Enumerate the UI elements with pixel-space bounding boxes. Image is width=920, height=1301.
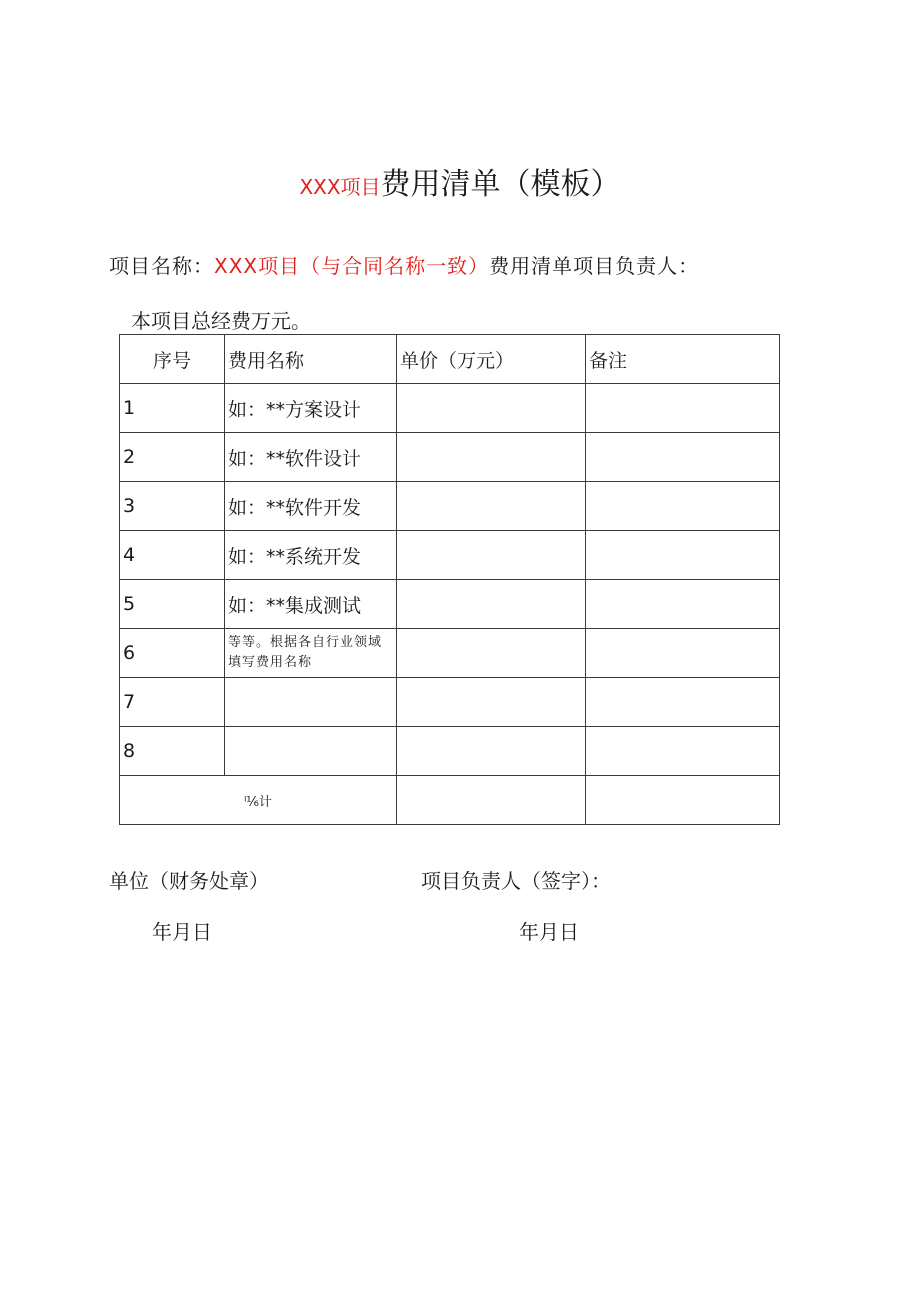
row-unit-price xyxy=(397,482,586,531)
row-unit-price xyxy=(397,433,586,482)
table-header-row xyxy=(120,335,780,384)
title-project-placeholder: XXX项目 xyxy=(299,175,381,199)
table-row xyxy=(120,678,780,727)
project-name-value: XXX项目（与合同名称一致） xyxy=(214,254,490,278)
document-title xyxy=(0,165,920,207)
row-seq: 5 xyxy=(120,580,225,629)
row-unit-price xyxy=(397,727,586,776)
table-row xyxy=(120,531,780,580)
total-note xyxy=(586,776,780,825)
table-row xyxy=(120,580,780,629)
row-note xyxy=(586,482,780,531)
row-seq: 7 xyxy=(120,678,225,727)
total-label: ˡ⅙计 xyxy=(120,776,397,825)
row-seq: 6 xyxy=(120,629,225,678)
row-fee-name: 如：**软件设计 xyxy=(225,433,397,482)
row-note xyxy=(586,531,780,580)
fee-table xyxy=(119,334,780,825)
table-total-row xyxy=(120,776,780,825)
header-seq: 序号 xyxy=(120,335,225,384)
table-row xyxy=(120,433,780,482)
row-note xyxy=(586,580,780,629)
finance-stamp-label: 单位（财务处章） xyxy=(109,869,269,893)
total-price xyxy=(397,776,586,825)
row-note xyxy=(586,629,780,678)
row-fee-name: 如：**方案设计 xyxy=(225,384,397,433)
project-leader-label: 费用清单项目负责人： xyxy=(489,254,700,278)
row-seq: 3 xyxy=(120,482,225,531)
row-note xyxy=(586,727,780,776)
table-row xyxy=(120,482,780,531)
row-fee-name: 如：**软件开发 xyxy=(225,482,397,531)
row-unit-price xyxy=(397,580,586,629)
row-fee-name xyxy=(225,727,397,776)
row-note xyxy=(586,433,780,482)
header-fee-name: 费用名称 xyxy=(225,335,397,384)
row-seq: 1 xyxy=(120,384,225,433)
row-unit-price xyxy=(397,384,586,433)
project-name-label: 项目名称： xyxy=(109,254,214,278)
row-note xyxy=(586,678,780,727)
header-unit-price: 单价（万元） xyxy=(397,335,586,384)
row-unit-price xyxy=(397,678,586,727)
date-right: 年月日 xyxy=(519,920,579,944)
row-seq: 4 xyxy=(120,531,225,580)
row-seq: 2 xyxy=(120,433,225,482)
row-fee-name: 如：**系统开发 xyxy=(225,531,397,580)
row-fee-name xyxy=(225,678,397,727)
table-row xyxy=(120,727,780,776)
row-fee-name: 等等。根据各自行业领域填写费用名称 xyxy=(225,629,397,678)
table-row xyxy=(120,384,780,433)
row-seq: 8 xyxy=(120,727,225,776)
title-text: 费用清单（模板） xyxy=(380,167,621,202)
row-unit-price xyxy=(397,629,586,678)
date-left: 年月日 xyxy=(152,920,212,944)
header-note: 备注 xyxy=(586,335,780,384)
row-unit-price xyxy=(397,531,586,580)
project-name-line xyxy=(109,252,699,280)
table-row xyxy=(120,629,780,678)
leader-signature-label: 项目负责人（签字）： xyxy=(421,869,611,893)
total-budget-line: 本项目总经费万元。 xyxy=(131,309,311,333)
row-note xyxy=(586,384,780,433)
row-fee-name: 如：**集成测试 xyxy=(225,580,397,629)
